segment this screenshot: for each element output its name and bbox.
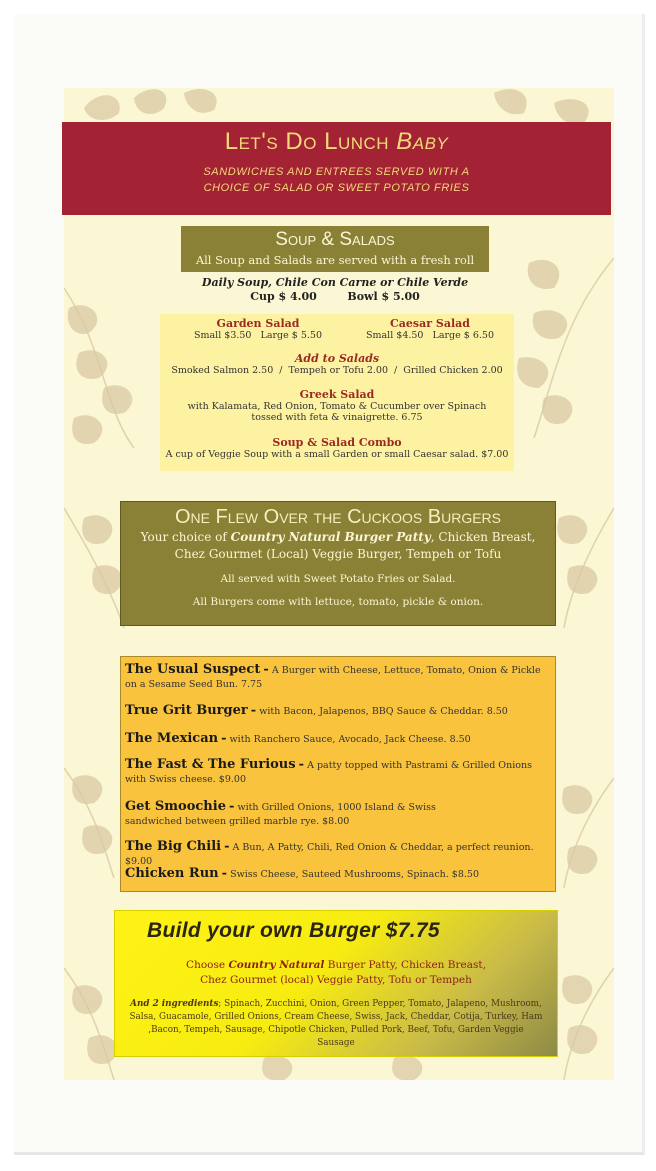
burgers-toppings: All Burgers come with lettuce, tomato, pickle & onion. (192, 596, 484, 608)
burger-item-name: The Big Chili (125, 839, 222, 854)
caesar-salad-name: Caesar Salad (390, 317, 470, 330)
byob-choose-suffix: Burger Patty, Chicken Breast, (327, 959, 486, 971)
lunch-banner (62, 122, 611, 215)
banner-subtitle (62, 164, 611, 196)
banner-subtitle-line2: CHOICE OF SALAD OR SWEET POTATO FRIES (203, 182, 470, 194)
burger-item-desc: with Grilled Onions, 1000 Island & Swiss (237, 802, 436, 813)
burger-item-name: True Grit Burger (125, 703, 248, 718)
burger-item-desc: with Ranchero Sauce, Avocado, Jack Cheese. 8.50 (229, 734, 471, 745)
burger-item-desc: with Bacon, Jalapenos, BBQ Sauce & Cheddar. 8.50 (259, 706, 508, 717)
greek-salad (160, 388, 514, 423)
burgers-choice-suffix: , Chicken Breast, (430, 530, 536, 544)
burgers-list (120, 656, 556, 892)
add-to-salads-name: Add to Salads (294, 352, 380, 365)
soup-salads-heading: Soup & Salads (275, 229, 395, 250)
add-to-salads-options: Smoked Salmon 2.50 / Tempeh or Tofu 2.00 / Grilled Chicken 2.00 (171, 365, 503, 376)
burgers-choice-line2: Chez Gourmet (Local) Veggie Burger, Tempeh or Tofu (174, 547, 502, 561)
garden-salad-name: Garden Salad (216, 317, 300, 330)
byob-heading: Build your own Burger $7.75 (147, 919, 440, 942)
burgers-heading: One Flew Over the Cuckoos Burgers (174, 506, 502, 528)
build-your-own-burger (114, 910, 558, 1057)
banner-title-main: Let's Do Lunch (224, 128, 390, 155)
add-to-salads (160, 352, 514, 376)
burger-item: Chicken Run - Swiss Cheese, Sauteed Mushrooms, Spinach. $8.50 (125, 866, 479, 881)
byob-choose-line2: Chez Gourmet (local) Veggie Patty, Tofu or Tempeh (200, 974, 472, 986)
burger-item-desc: Swiss Cheese, Sauteed Mushrooms, Spinach. $8.50 (230, 869, 479, 880)
daily-soup-name: Daily Soup, Chile Con Carne or Chile Verde (201, 276, 469, 289)
byob-ingredients-list: ; Spinach, Zucchini, Onion, Green Pepper, Tomato, Jalapeno, Mushroom, Salsa, Guacamole, Grilled Onions, Cream Cheese, Swiss, Jack, Cheddar, Cotija, Turkey, Ham ,Bacon, Tempeh, Sausage, Chipotle Chicken, Pulled Pork, Beef, Tofu, Garden Veggie Sausage (129, 999, 543, 1048)
garden-salad-prices: Small $3.50 Large $ 5.50 (194, 330, 322, 341)
burger-item: The Usual Suspect - A Burger with Cheese, Lettuce, Tomato, Onion & Pickle on a Sesame Seed Bun. 7.75 (125, 662, 541, 690)
burger-item-desc: A Bun, A Patty, Chili, Red Onion & Cheddar, a perfect reunion. $9.00 (125, 842, 534, 867)
banner-subtitle-line1: SANDWICHES AND ENTREES SERVED WITH A (203, 166, 470, 178)
cup-price: Cup $ 4.00 (250, 290, 317, 303)
soup-salad-combo (160, 436, 514, 460)
banner-title-italic: Baby (396, 128, 449, 155)
greek-salad-line2: tossed with feta & vinaigrette. 6.75 (251, 412, 423, 423)
burger-item-desc2: with Swiss cheese. $9.00 (125, 774, 246, 785)
burgers-choice (121, 529, 555, 563)
burger-item-desc: A patty topped with Pastrami & Grilled Onions (307, 760, 532, 771)
burger-item-name: Get Smoochie (125, 799, 226, 814)
burgers-served: All served with Sweet Potato Fries or Salad. (220, 573, 456, 585)
soup-salads-subheading: All Soup and Salads are served with a fresh roll (195, 253, 475, 267)
combo-name: Soup & Salad Combo (272, 436, 402, 449)
burger-item: The Fast & The Furious - A patty topped with Pastrami & Grilled Onions with Swiss cheese. $9.00 (125, 757, 532, 785)
greek-salad-line1: with Kalamata, Red Onion, Tomato & Cucumber over Spinach (187, 401, 487, 412)
byob-ingredients (129, 998, 543, 1050)
byob-choose-prefix: Choose (186, 959, 226, 971)
byob-ingredients-label: And 2 ingredients (130, 999, 219, 1009)
burger-item: Get Smoochie - with Grilled Onions, 1000 Island & Swiss sandwiched between grilled marble rye. $8.00 (125, 799, 436, 827)
burgers-header (120, 501, 556, 626)
burger-item: The Big Chili - A Bun, A Patty, Chili, Red Onion & Cheddar, a perfect reunion. $9.00 (125, 839, 534, 867)
combo-desc: A cup of Veggie Soup with a small Garden or small Caesar salad. $7.00 (165, 449, 509, 460)
burgers-choice-prefix: Your choice of (140, 530, 227, 544)
byob-choose (115, 958, 557, 988)
burger-item-desc: A Burger with Cheese, Lettuce, Tomato, Onion & Pickle (271, 665, 541, 676)
salads-box (160, 314, 514, 471)
burger-item-name: Chicken Run (125, 866, 219, 881)
burger-item: The Mexican - with Ranchero Sauce, Avocado, Jack Cheese. 8.50 (125, 731, 471, 746)
daily-soup (181, 276, 489, 304)
caesar-salad-prices: Small $4.50 Large $ 6.50 (366, 330, 494, 341)
burger-item-name: The Mexican (125, 731, 219, 746)
burger-item-name: The Usual Suspect (125, 662, 261, 677)
burger-item-desc2: on a Sesame Seed Bun. 7.75 (125, 679, 263, 690)
greek-salad-name: Greek Salad (299, 388, 375, 401)
burger-item: True Grit Burger - with Bacon, Jalapenos, BBQ Sauce & Cheddar. 8.50 (125, 703, 508, 718)
soup-salads-header (181, 226, 489, 272)
bowl-price: Bowl $ 5.00 (347, 290, 420, 303)
burger-item-desc2: sandwiched between grilled marble rye. $8.00 (125, 816, 350, 827)
burger-item-name: The Fast & The Furious (125, 757, 296, 772)
burgers-choice-bold: Country Natural Burger Patty (230, 530, 431, 544)
banner-title (62, 128, 611, 156)
caesar-salad (360, 317, 500, 341)
garden-salad (178, 317, 338, 341)
byob-choose-bold: Country Natural (228, 959, 325, 971)
